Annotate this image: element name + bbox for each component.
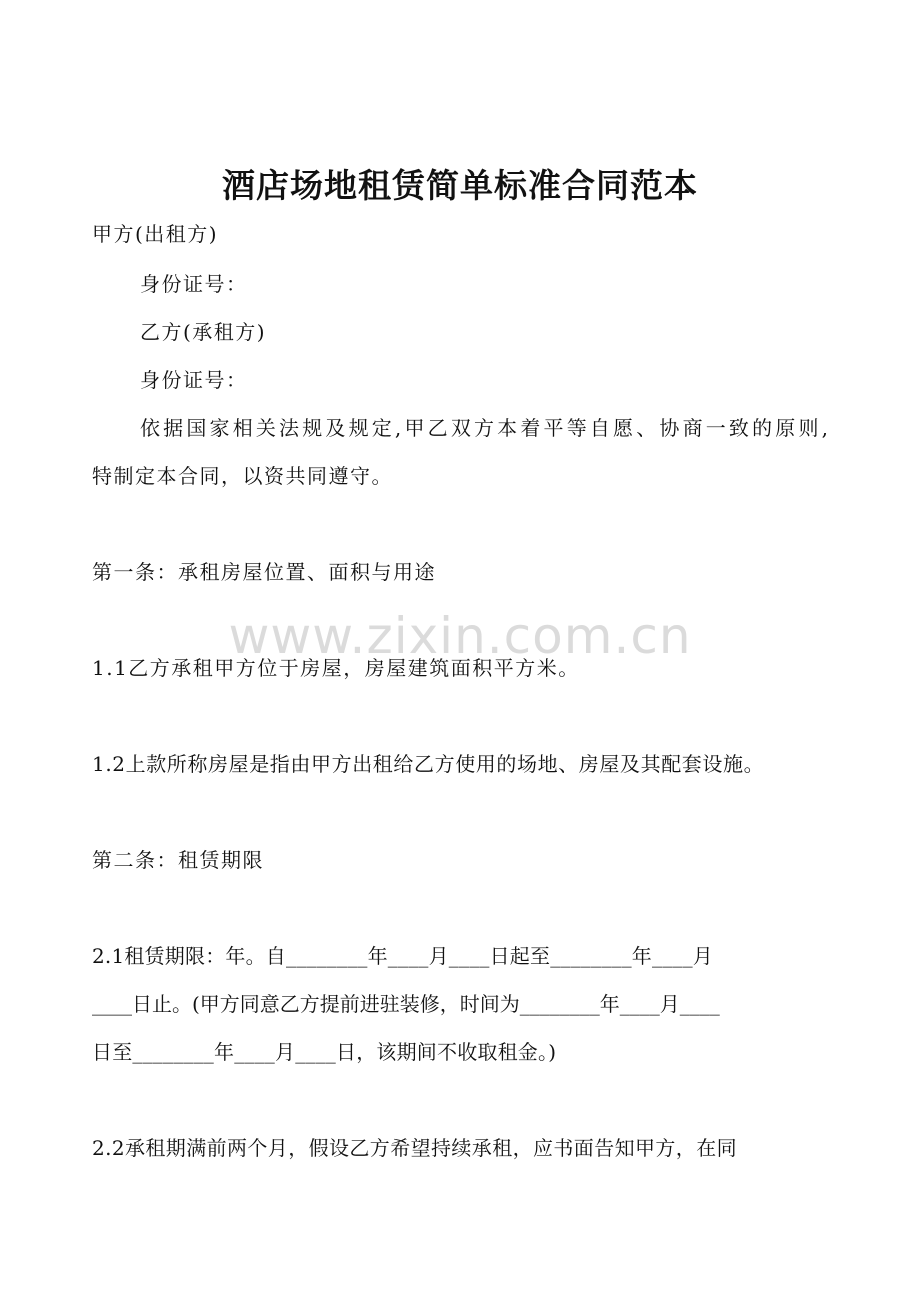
party-b-label: 乙方(承租方) [140,320,267,344]
article-1-heading: 第一条：承租房屋位置、面积与用途 [92,560,436,584]
article-2-heading: 第二条：租赁期限 [92,848,264,872]
preamble-line-1: 依据国家相关法规及规定,甲乙双方本着平等自愿、协商一致的原则, [140,416,828,440]
party-b-id-label: 身份证号： [140,368,248,392]
party-a-label: 甲方(出租方) [92,222,219,246]
preamble-line-2: 特制定本合同，以资共同遵守。 [92,464,393,488]
clause-2-1-line-2: ____日止。(甲方同意乙方提前进驻装修，时间为________年____月____ [92,992,720,1016]
document-title: 酒店场地租赁简单标准合同范本 [222,166,698,205]
clause-2-2: 2.2承租期满前两个月，假设乙方希望持续承租，应书面告知甲方，在同 [92,1136,738,1160]
watermark: www.zixin.com.cn [228,607,692,665]
clause-1-1: 1.1乙方承租甲方位于房屋，房屋建筑面积平方米。 [92,656,580,680]
clause-2-1-line-3: 日至________年____月____日，该期间不收取租金。) [92,1040,557,1064]
party-a-id-label: 身份证号： [140,272,248,296]
clause-2-1-line-1: 2.1租赁期限：年。自________年____月____日起至________年____月 [92,944,714,968]
clause-1-2: 1.2上款所称房屋是指由甲方出租给乙方使用的场地、房屋及其配套设施。 [92,752,765,776]
